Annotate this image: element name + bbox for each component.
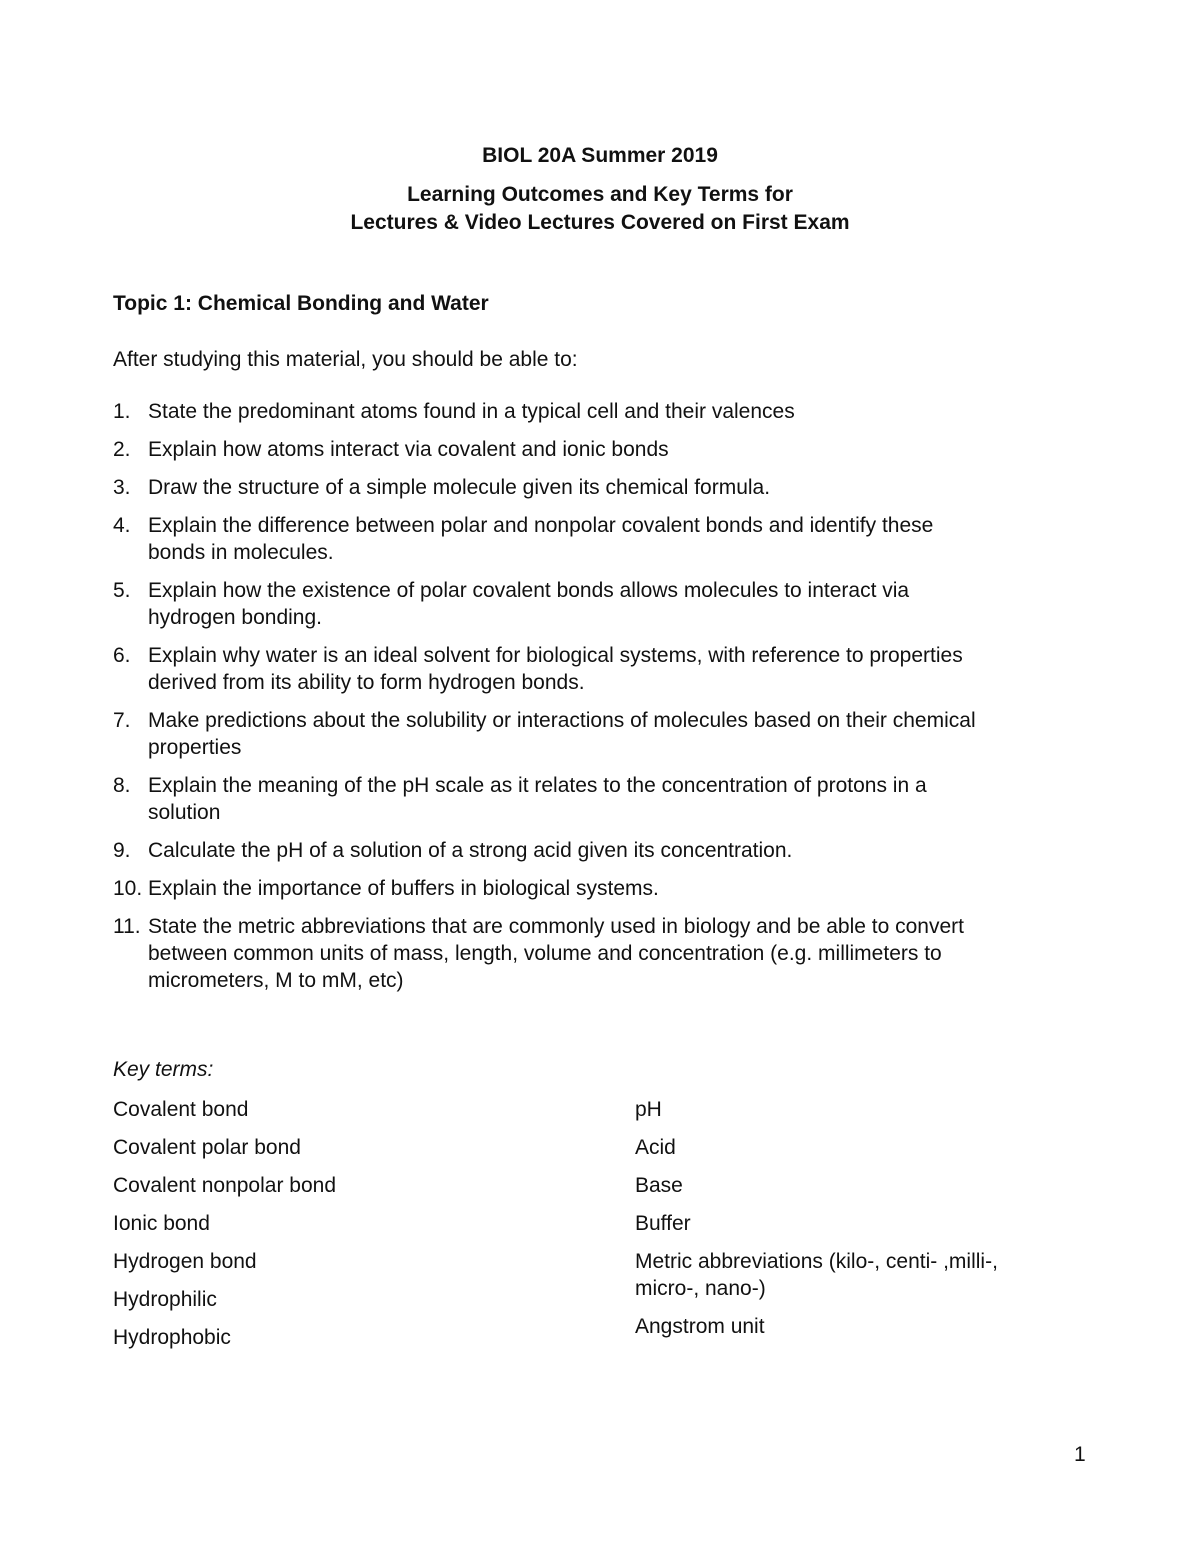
outcome-text-line: bonds in molecules.	[148, 541, 334, 564]
key-terms-left-column	[113, 1096, 553, 1362]
outcome-text-line: Explain why water is an ideal solvent for biological systems, with reference to properties	[148, 644, 963, 667]
key-term	[635, 1096, 1075, 1123]
key-term-text-line: Metric abbreviations (kilo-, centi- ,milli-,	[635, 1250, 998, 1273]
outcome-text-line: derived from its ability to form hydrogen bonds.	[148, 671, 585, 694]
subtitle-line: Learning Outcomes and Key Terms for	[407, 183, 793, 206]
outcome-number: 2.	[113, 438, 131, 461]
outcome-number: 3.	[113, 476, 131, 499]
outcome-item	[113, 913, 1093, 994]
outcome-number: 1.	[113, 400, 131, 423]
outcome-number: 9.	[113, 839, 131, 862]
key-term-text-line: Covalent bond	[113, 1098, 249, 1121]
learning-outcomes-list	[113, 398, 1093, 1005]
outcome-number: 4.	[113, 514, 131, 537]
outcome-item	[113, 398, 1093, 425]
outcome-item	[113, 577, 1093, 631]
key-term	[113, 1210, 553, 1237]
key-term-text-line: micro-, nano-)	[635, 1277, 766, 1300]
outcome-text-line: Explain how the existence of polar covalent bonds allows molecules to interact via	[148, 579, 910, 602]
outcome-number: 5.	[113, 579, 131, 602]
outcome-item	[113, 707, 1093, 761]
outcome-item	[113, 436, 1093, 463]
outcome-text-line: Make predictions about the solubility or interactions of molecules based on their chemical	[148, 709, 976, 732]
key-term	[113, 1172, 553, 1199]
outcome-text-line: Explain the difference between polar and nonpolar covalent bonds and identify these	[148, 514, 934, 537]
key-term-text-line: Acid	[635, 1136, 676, 1159]
outcome-number: 10.	[113, 877, 143, 900]
outcome-item	[113, 837, 1093, 864]
key-term	[635, 1210, 1075, 1237]
key-term-text-line: Ionic bond	[113, 1212, 210, 1235]
key-term-text-line: pH	[635, 1098, 662, 1121]
key-term-text-line: Covalent polar bond	[113, 1136, 301, 1159]
outcome-number: 8.	[113, 774, 131, 797]
key-term-text-line: Buffer	[635, 1212, 691, 1235]
outcome-text-line: Explain the importance of buffers in biological systems.	[148, 877, 659, 900]
outcome-text-line: State the predominant atoms found in a typical cell and their valences	[148, 400, 795, 423]
outcome-item	[113, 474, 1093, 501]
outcome-number: 6.	[113, 644, 131, 667]
key-term	[113, 1324, 553, 1351]
outcome-text-line: properties	[148, 736, 242, 759]
outcome-text-line: micrometers, M to mM, etc)	[148, 969, 404, 992]
key-term	[113, 1134, 553, 1161]
key-term-text-line: Hydrophilic	[113, 1288, 217, 1311]
outcome-number: 11.	[113, 915, 141, 938]
outcome-text-line: solution	[148, 801, 221, 824]
intro-text: After studying this material, you should be able to:	[113, 348, 578, 371]
key-term-text-line: Base	[635, 1174, 683, 1197]
key-terms-right-column	[635, 1096, 1075, 1351]
outcome-number: 7.	[113, 709, 131, 732]
key-term-text-line: Angstrom unit	[635, 1315, 765, 1338]
key-term	[635, 1134, 1075, 1161]
key-term	[113, 1096, 553, 1123]
topic-heading: Topic 1: Chemical Bonding and Water	[113, 292, 489, 315]
key-term	[113, 1248, 553, 1275]
outcome-item	[113, 772, 1093, 826]
outcome-item	[113, 642, 1093, 696]
outcome-text-line: between common units of mass, length, volume and concentration (e.g. millimeters to	[148, 942, 942, 965]
document-title: BIOL 20A Summer 2019	[482, 144, 718, 167]
key-terms-heading: Key terms:	[113, 1058, 214, 1081]
document-subtitle	[0, 181, 1200, 237]
key-term	[635, 1172, 1075, 1199]
key-term	[635, 1313, 1075, 1340]
outcome-text-line: Explain how atoms interact via covalent and ionic bonds	[148, 438, 669, 461]
outcome-item	[113, 512, 1093, 566]
key-term	[635, 1248, 1075, 1302]
outcome-text-line: Calculate the pH of a solution of a strong acid given its concentration.	[148, 839, 793, 862]
outcome-text-line: Explain the meaning of the pH scale as it relates to the concentration of protons in a	[148, 774, 927, 797]
outcome-text-line: hydrogen bonding.	[148, 606, 322, 629]
page-number: 1	[1074, 1443, 1086, 1466]
outcome-text-line: Draw the structure of a simple molecule given its chemical formula.	[148, 476, 771, 499]
key-term-text-line: Hydrogen bond	[113, 1250, 257, 1273]
key-term	[113, 1286, 553, 1313]
outcome-text-line: State the metric abbreviations that are commonly used in biology and be able to convert	[148, 915, 964, 938]
subtitle-line: Lectures & Video Lectures Covered on First Exam	[350, 211, 850, 234]
key-term-text-line: Hydrophobic	[113, 1326, 231, 1349]
outcome-item	[113, 875, 1093, 902]
key-term-text-line: Covalent nonpolar bond	[113, 1174, 337, 1197]
